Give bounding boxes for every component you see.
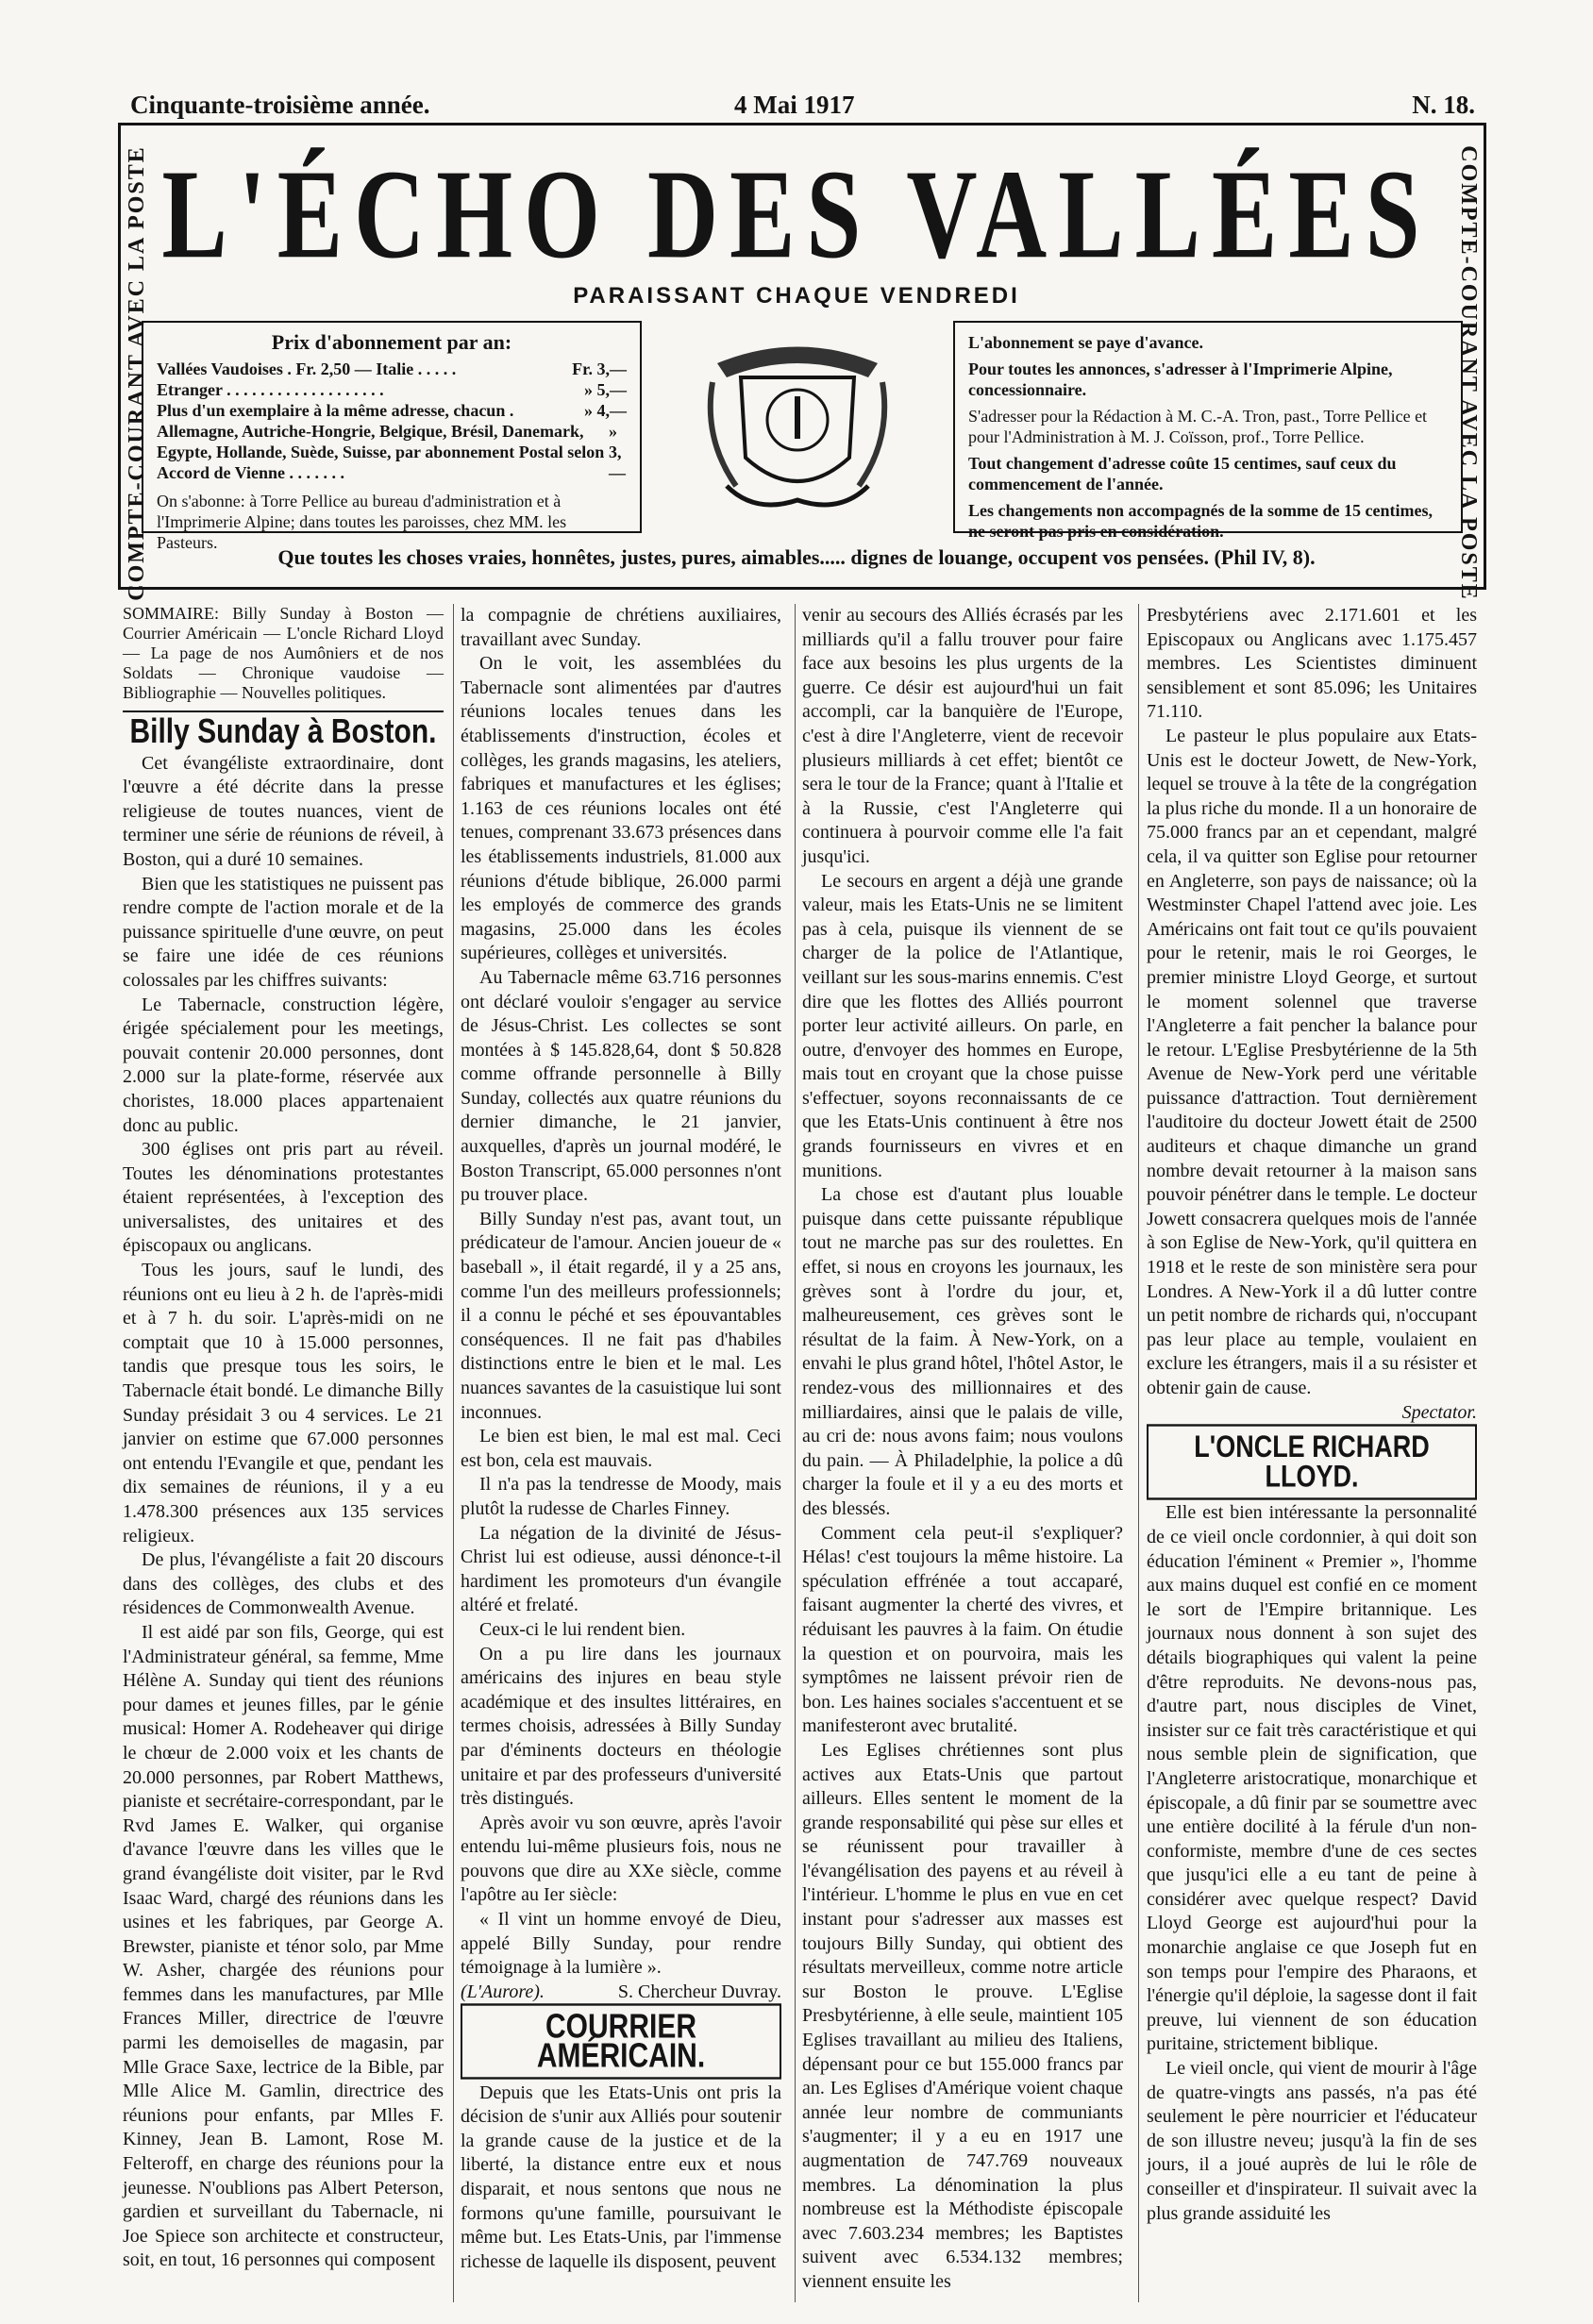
motto: Que toutes les choses vraies, honnêtes, justes, pures, aimables..... dignes de louange, occupent vos pensées. (Phil IV, 8).	[277, 545, 1316, 569]
paragraph: Au Tabernacle même 63.716 personnes ont déclaré vouloir s'engager au service de Jésus-Christ. Les collectes se sont montées à $ 145.828,64, dont $ 50.828 comme offrande personnelle à Billy Sunday, collectés aux quatre réunions du dernier dimanche, le 21 janvier, auxquelles, d'après un journal modéré, le Boston Transcript, 65.000 personnes n'ont pu trouver place.	[461, 966, 781, 1206]
paragraph: Presbytériens avec 2.171.601 et les Episcopaux ou Anglicans avec 1.175.457 membres. Les Scientistes diminuent sensiblement et sont 85.096; les Unitaires 71.110.	[1147, 605, 1477, 723]
info-line: Les changements non accompagnés de la somme de 15 centimes, ne seront pas pris en considération.	[968, 501, 1433, 541]
author: S. Chercheur Duvray.	[617, 1981, 781, 2002]
column-3	[802, 604, 1123, 2295]
newspaper-subtitle: PARAISSANT CHAQUE VENDREDI	[573, 283, 1020, 309]
paragraph: De plus, l'évangéliste a fait 20 discours dans des collèges, des clubs et des résidences de Commonwealth Avenue.	[123, 1549, 444, 1619]
paragraph: venir au secours des Alliés écrasés par les milliards qu'il a fallu trouver pour faire face aux besoins les plus urgents de la guerre. Ce désir est aujourd'hui un fait accompli, car la banquière de l'Europe, c'est à dire l'Angleterre, vient de recevoir plusieurs milliards à cet effet; bientôt ce sera le tour de la France; quant à l'Italie et à la Russie, c'est l'Angleterre qui continuera à pourvoir comme elle l'a fait jusqu'ici.	[802, 605, 1123, 867]
paragraph: Ceux-ci le lui rendent bien.	[479, 1618, 686, 1640]
paragraph: Billy Sunday n'est pas, avant tout, un prédicateur de l'amour. Ancien joueur de « baseball », il était regardé, il y a 25 ans, comme l'un des meilleurs professionnels; il a connu le péché et ses épouvantables conséquences. Il ne fait pas d'habiles distinctions entre le bien et le mal. Les nuances savantes de la casuistique lui sont inconnues.	[461, 1208, 781, 1423]
side-text-left: COMPTE-COURANT AVEC LA POSTE	[124, 144, 149, 601]
rate-row: Vallées Vaudoises . Fr. 2,50 — Italie . . . . . Fr. 3,—	[157, 359, 627, 378]
paragraph: Depuis que les Etats-Unis ont pris la décision de s'unir aux Alliés pour soutenir la grande cause de la justice et de la liberté, la distance entre eux et nous disparait, et nous sentons que nous ne formons qu'une famille, poursuivant le même but. Les Etats-Unis, par l'immense richesse de laquelle ils disposent, peuvent	[461, 2082, 781, 2272]
info-line: S'adresser pour la Rédaction à M. C.-A. Tron, past., Torre Pellice et pour l'Administration à M. J. Coïsson, prof., Torre Pellice.	[968, 407, 1428, 446]
rate-row: Etranger . . . . . . . . . . . . . . . . . . . » 5,—	[157, 380, 627, 399]
paragraph: Comment cela peut-il s'expliquer? Hélas! c'est toujours la même histoire. La spéculation effrénée a tout accaparé, faisant augmenter la cherté des vivres, et réduisant les pauvres à la faim. On étudie la question et on pourvoira, mais les symptômes ne laissent prévoir rien de bon. Les haines sociales s'accentuent et se manifesteront avec brutalité.	[802, 1522, 1123, 1737]
article-title: L'ONCLE RICHARD LLOYD.	[1147, 1424, 1477, 1500]
paragraph: Le pasteur le plus populaire aux Etats-Unis est le docteur Jowett, de New-York, lequel se trouve à la tête de la congrégation la plus riche du monde. Il a un honoraire de 75.000 francs par an et cependant, malgré cela, il va quitter son Eglise pour retourner en Angleterre, son pays de naissance; où la Westminster Chapel l'attend avec joie. Les Américains ont fait tout ce qu'ils pouvaient pour le retenir, mais le roi Georges, le premier ministre Lloyd George, et surtout le moment solennel que traverse l'Angleterre a fait pencher la balance pour le retour. L'Eglise Presbytérienne de la 5th Avenue de New-York perd une véritable puissance d'attraction. Tout dernièrement l'auditoire du docteur Jowett était de 2500 auditeurs et chaque dimanche un grand nombre devait retourner à la maison sans pouvoir pénétrer dans le temple. Le docteur Jowett consacrera quelques mois de l'année à son Eglise de New-York, qu'il quittera en 1918 et le reste de son ministère sera pour Londres. A New-York il a dû lutter contre un petit nombre de richards qui, n'occupant pas leur place au temple, voulaient en exclure les étrangers, mais il a su résister et obtenir gain de cause.	[1147, 725, 1477, 1398]
paragraph: Le secours en argent a déjà une grande valeur, mais les Etats-Unis ne se limitent pas à cela, puisque ils viennent de se charger de la police de l'Atlantique, veillant sur les sous-marins ennemis. C'est dire que les flottes des Alliés pourront porter leur activité ailleurs. On parle, en outre, d'envoyer des hommes en Europe, mais tout en croyant que la chose puisse s'effectuer, soyons reconnaissants de ce que les Etats-Unis continuent à être nos grands fournisseurs en vivres et en munitions.	[802, 870, 1123, 1181]
info-line: Pour toutes les annonces, s'adresser à l'Imprimerie Alpine, concessionnaire.	[968, 359, 1393, 399]
paragraph: Cet évangéliste extraordinaire, dont l'œuvre a été décrite dans la presse religieuse de toutes nuances, vient de terminer une série de réunions de réveil, à Boston, qui a duré 10 semaines.	[123, 752, 444, 870]
paragraph: La chose est d'autant plus louable puisque dans cette puissante république tout ne marche pas sur des roulettes. En effet, si nous en croyons les journaux, les grèves sont à l'ordre du jour, et, malheureusement, ces grèves sont le résultat de la faim. À New-York, on a envahi le plus grand hôtel, l'hôtel Astor, le rendez-vous des millionnaires et des milliardaires, ainsi que le palais de ville, au cri de: nous avons faim; nous voulons du pain. — À Philadelphie, la police a dû charger la foule et il y a eu des morts et des blessés.	[802, 1184, 1123, 1519]
paragraph: 300 églises ont pris part au réveil. Toutes les dénominations protestantes étaient représentées, à l'exception des universalistes, des unitaires et des épiscopaux ou anglicans.	[123, 1139, 444, 1257]
top-line	[130, 91, 1475, 119]
paragraph: Le vieil oncle, qui vient de mourir à l'âge de quatre-vingts ans passés, n'a pas été seulement le père nourricier et l'éducateur de son illustre neveu; jusqu'à la fin de ses jours, il a joué auprès de lui le rôle de conseiller et d'inspirateur. Il suivait avec la plus grande assiduité les	[1147, 2058, 1477, 2224]
author: Spectator.	[1401, 1401, 1477, 1423]
paragraph: Tous les jours, sauf le lundi, des réunions ont eu lieu à 2 h. de l'après-midi et à 7 h. du soir. L'après-midi on ne comptait que 10 à 15.000 personnes, tandis que presque tous les soirs, le Tabernacle était bondé. Le dimanche Billy Sunday présidait 3 ou 4 services. Le 21 janvier on estime que 67.000 personnes ont entendu l'Evangile et que, pendant les dix semaines de réunions, il y a eu 1.478.300 présences aux 135 services religieux.	[123, 1260, 444, 1547]
paragraph: Bien que les statistiques ne puissent pas rendre compte de l'action morale et de la puissance spirituelle d'une œuvre, on peut se faire une idée de ces réunions colossales par les chiffres suivants:	[123, 873, 444, 991]
column-1	[123, 604, 444, 2273]
paragraph: Le bien est bien, le mal est mal. Ceci est bon, cela est mauvais.	[461, 1426, 781, 1471]
issue-date: 4 Mai 1917	[734, 91, 855, 119]
rate-row: Allemagne, Autriche-Hongrie, Belgique, Brésil, Danemark, Egypte, Hollande, Suède, Suisse, par abonnement Postal selon Accord de Vienne . . . . . . . » 3,—	[157, 422, 626, 482]
article-title: Billy Sunday à Boston.	[129, 712, 437, 751]
paragraph: Les Eglises chrétiennes sont plus actives aux Etats-Unis que partout ailleurs. Elles sentent le moment de la grande responsabilité qui pèse sur elles et se réunissent pour travailler à l'évangélisation des payens et au réveil à l'intérieur. L'homme le plus en vue en cet instant pour s'adresser aux masses est toujours Billy Sunday, qui obtient des résultats merveilleux, comme notre article sur Boston le prouve. L'Eglise Presbytérienne, à elle seule, maintient 105 Eglises travaillant au milieu des Italiens, dépensant pour ce but 155.000 francs par an. Les Eglises d'Amérique voient chaque année leur nombre de communiants s'augmenter; il y a eu en 1917 une augmentation de 747.769 nouveaux membres. La dénomination la plus nombreuse est la Méthodiste épiscopale avec 7.603.234 membres; les Baptistes suivent avec 6.534.132 membres; viennent ensuite les	[802, 1739, 1123, 2292]
paragraph: Il n'a pas la tendresse de Moody, mais plutôt la rudesse de Charles Finney.	[461, 1474, 781, 1519]
paragraph: Elle est bien intéressante la personnalité de ce vieil oncle cordonnier, à qui doit son éducation l'éminent « Premier », l'homme aux mains duquel est confié en ce moment le sort de l'Empire britannique. Les journaux nous donnent à son sujet des détails biographiques qui valent la peine d'être reproduits. Ne devons-nous pas, d'autre part, nous disciples de Vinet, insister sur ce fait très caractéristique et qui nous semble plein de signification, que l'Angleterre aristocratique, monarchique et épiscopale, a dû finir par se soumettre avec une entière docilité à la férule d'un non-conformiste, membre d'une de ces sectes que jusqu'ici elle a eu tant de peine à considérer avec quelque respect? David Lloyd George est aujourd'hui pour la monarchie anglaise ce que Joseph fut en son temps pour l'empire des Pharaons, et l'énergie qu'il déploie, la sagesse dont il fait preuve, lui viennent de son éducation puritaine, strictement biblique.	[1147, 1502, 1477, 2055]
rate-row: Plus d'un exemplaire à la même adresse, chacun . » 4,—	[157, 401, 627, 420]
paragraph: On le voit, les assemblées du Tabernacle sont alimentées par d'autres réunions locales tenues dans les établissements d'instruction, écoles et collèges, les grands magasins, les ateliers, fabriques et manufactures et les églises; 1.163 de ces réunions locales ont été tenues, comprenant 33.673 présences dans les établissements industriels, 81.000 aux réunions d'étude biblique, 26.000 parmi les employés de commerce des grands magasins, 25.000 dans les écoles supérieures, collèges et universités.	[461, 653, 781, 964]
coat-of-arms-emblem	[698, 326, 897, 528]
article-title: COURRIER AMÉRICAIN.	[461, 2004, 781, 2081]
side-text-right: COMPTE-COURANT AVEC LA POSTE	[1455, 144, 1481, 601]
paragraph: la compagnie de chrétiens auxiliaires, travaillant avec Sunday.	[461, 605, 781, 650]
sommaire: SOMMAIRE: Billy Sunday à Boston — Courrier Américain — L'oncle Richard Lloyd — La page de nos Aumôniers et de nos Soldats — Chronique vaudoise — Bibliographie — Nouvelles politiques.	[123, 604, 444, 712]
subscription-note: On s'abonne: à Torre Pellice au bureau d'administration et à l'Imprimerie Alpine; dans toutes les paroisses, chez MM. les Pasteurs.	[157, 492, 567, 552]
column-2	[461, 604, 781, 2274]
year-label: Cinquante-troisième année.	[130, 91, 430, 119]
info-box	[953, 321, 1463, 541]
info-line: Tout changement d'adresse coûte 15 centimes, sauf ceux du commencement de l'année.	[968, 454, 1397, 493]
issue-number: N. 18.	[1412, 91, 1475, 119]
subscription-heading: Prix d'abonnement par an:	[271, 330, 512, 354]
paragraph: « Il vint un homme envoyé de Dieu, appelé Billy Sunday, pour rendre témoignage à la lumière ».	[461, 1909, 781, 1979]
paragraph: Le Tabernacle, construction légère, érigée spécialement pour les meetings, pouvait contenir 20.000 personnes, dont 2.000 sur la plate-forme, réservée aux choristes, 18.000 places appartenaient donc au public.	[123, 994, 444, 1136]
info-line: L'abonnement se paye d'avance.	[968, 333, 1204, 352]
signature-line	[461, 1981, 781, 2005]
paragraph: On a pu lire dans les journaux américains des injures en beau style académique et des insultes littéraires, en termes choisis, adressées à Billy Sunday par d'éminents docteurs en théologie unitaire et par des professeurs d'université très distingués.	[461, 1643, 781, 1810]
column-4	[1147, 604, 1477, 2226]
paragraph: La négation de la divinité de Jésus-Christ lui est odieuse, aussi dénonce-t-il hardiment les promoteurs d'un évangile altéré et frelaté.	[461, 1522, 781, 1616]
paragraph: Il est aidé par son fils, George, qui est l'Administrateur général, sa femme, Mme Hélène A. Sunday qui tient des réunions pour dames et jeunes filles, par le génie musical: Homer A. Rodeheaver qui dirige le chœur de 2.000 voix et les chants de 20.000 personnes, par Robert Matthews, pianiste et secrétaire-correspondant, par le Rvd James E. Walker, qui organise d'avance l'œuvre dans les villes que le grand évangéliste doit visiter, par le Rvd Isaac Ward, chargé des réunions dans les usines et les fabriques, par George A. Brewster, pianiste et ténor solo, par Mme W. Asher, chargée des réunions pour femmes dans les manufactures, par Mlle Frances Miller, directrice de l'œuvre parmi les demoiselles de magasin, par Mlle Grace Saxe, lectrice de la Bible, par Mlle Alice M. Gamlin, directrice des réunions pour enfants, par Mlles F. Kinney, Jean B. Lamont, Rose M. Felteroff, en charge des réunions pour la jeunesse. N'oublions pas Albert Peterson, gardien et surveillant du Tabernacle, ni Joe Spiece son architecte et constructeur, soit, en tout, 16 personnes qui composent	[123, 1621, 444, 2271]
newspaper-title: L'ÉCHO DES VALLÉES	[161, 143, 1432, 286]
source: (L'Aurore).	[461, 1981, 545, 2002]
paragraph: Après avoir vu son œuvre, après l'avoir entendu lui-même plusieurs fois, nous ne pouvons que dire au XXe siècle, comme l'apôtre au Ier siècle:	[461, 1812, 781, 1906]
subscription-box	[142, 321, 642, 552]
